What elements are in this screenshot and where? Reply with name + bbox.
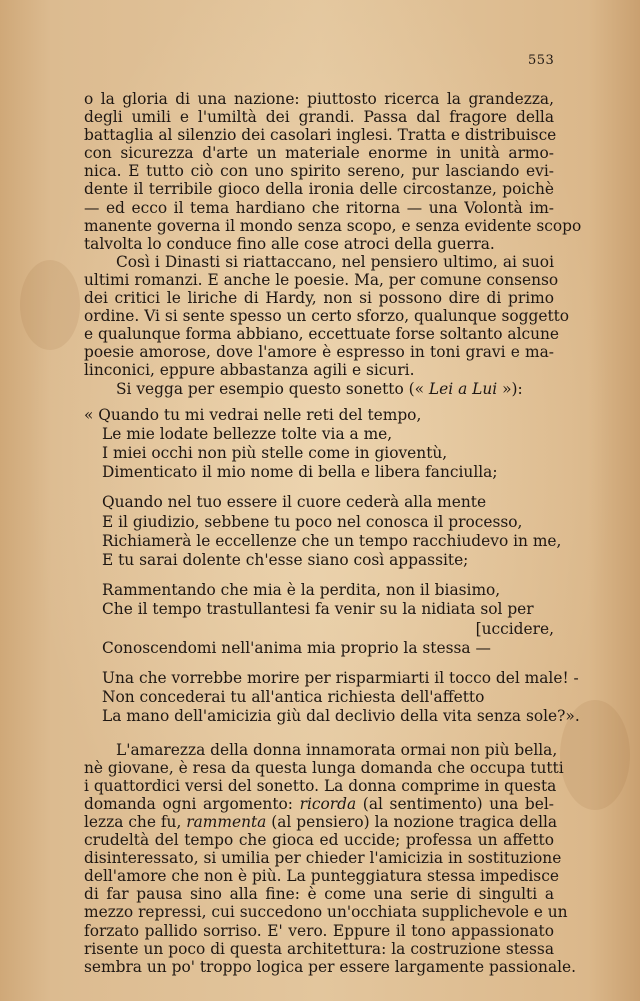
text-line: e qualunque forma abbiano, eccettuate forse soltanto alcune: [84, 325, 560, 344]
verse-line: Le mie lodate bellezze tolte via a me,: [102, 424, 393, 443]
text-line: poesie amorose, dove l'amore è espresso in toni gravi e ma-: [84, 343, 554, 362]
text-run: domanda ogni argomento:: [84, 794, 300, 813]
verse-line: E il giudizio, sebbene tu poco nel conosca il processo,: [102, 512, 523, 531]
verse-line: La mano dell'amicizia giù dal declivio della vita senza sole?».: [102, 707, 580, 726]
poem-intro-line: [84, 380, 554, 398]
paragraph-3: [84, 740, 577, 976]
stanza-2: [84, 493, 562, 570]
text-line: con sicurezza d'arte un materiale enorme in unità armo-: [84, 144, 554, 163]
verse-line: Rammentando che mia è la perdita, non il biasimo,: [102, 581, 501, 600]
sonnet: [84, 405, 580, 727]
text-run: (al sentimento) una bel-: [356, 794, 555, 813]
text-line: — ed ecco il tema hardiano che ritorna — una Volontà im-: [84, 198, 554, 217]
text-line: di far pausa sino alla fine: è come una serie di singulti a: [84, 885, 554, 904]
page-number: 553: [528, 53, 555, 68]
poem-intro-after: »):: [502, 379, 523, 398]
text-line: ultimi romanzi. E anche le poesie. Ma, per comune consenso: [84, 270, 559, 289]
text-run: (al pensiero) la nozione tragica della: [266, 813, 558, 832]
text-line: talvolta lo conduce fino alle cose atroci della guerra.: [84, 234, 495, 253]
text-line: Così i Dinasti si riattaccano, nel pensiero ultimo, ai suoi: [116, 252, 554, 271]
verse-line: Una che vorrebbe morire per risparmiarti il tocco del male! -: [102, 669, 579, 688]
verse-line: E tu sarai dolente ch'esse siano così appassite;: [102, 551, 469, 570]
poem-intro-before: Si vegga per esempio questo sonetto («: [116, 379, 425, 398]
verse-line: I miei occhi non più stelle come in gioventù,: [102, 444, 448, 462]
text-run: lezza che fu,: [84, 813, 187, 832]
text-line: manente governa il mondo senza scopo, e senza evidente scopo: [84, 216, 582, 235]
text-line: [84, 795, 554, 813]
text-line: linconici, eppure abbastanza agili e sicuri.: [84, 361, 415, 380]
poem-intro: [84, 380, 554, 398]
text-line: crudeltà del tempo che gioca ed uccide; professa un affetto: [84, 831, 554, 850]
emphasis-ricorda: ricorda: [299, 794, 357, 813]
text-line: nica. E tutto ciò con uno spirito sereno, pur lasciando evi-: [84, 162, 554, 181]
verse-line: Richiamerà le eccellenze che un tempo racchiudevo in me,: [102, 531, 562, 550]
stanza-4: [84, 669, 580, 727]
text-line: dell'amore che non è più. La punteggiatura stessa impedisce: [84, 867, 559, 886]
verse-line: Conoscendomi nell'anima mia proprio la stessa —: [102, 638, 491, 657]
verse-line-continuation: [uccidere,: [475, 619, 554, 638]
text-line: sembra un po' troppo logica per essere largamente passionale.: [84, 957, 577, 976]
text-line: mezzo repressi, cui succedono un'occhiata supplichevole e un: [84, 903, 568, 922]
paragraph-1: [84, 90, 582, 253]
text-line: o la gloria di una nazione: piuttosto ricerca la grandezza,: [84, 90, 554, 108]
verse-line: Che il tempo trastullantesi fa venir su la nidiata sol per: [102, 600, 534, 619]
text-line: degli umili e l'umiltà dei grandi. Passa dal fragore della: [84, 108, 554, 127]
text-line: L'amarezza della donna innamorata ormai non più bella,: [116, 740, 558, 759]
verse-line: « Quando tu mi vedrai nelle reti del tempo,: [84, 405, 422, 424]
text-line: dente il terribile gioco della ironia delle circostanze, poichè: [84, 180, 554, 199]
verse-line: Dimenticato il mio nome di bella e libera fanciulla;: [102, 463, 498, 482]
text-line: dei critici le liriche di Hardy, non si possono dire di primo: [84, 289, 554, 308]
text-line: ordine. Vi si sente spesso un certo sforzo, qualunque soggetto: [84, 307, 570, 326]
text-line: [84, 813, 558, 832]
text-line: disinteressato, si umilia per chieder l'amicizia in sostituzione: [84, 849, 562, 868]
paper-stain: [20, 260, 80, 350]
emphasis-rammenta: rammenta: [186, 813, 267, 832]
body-text: [84, 90, 582, 976]
poem-title: Lei a Lui: [424, 379, 503, 398]
text-line: forzato pallido sorriso. E' vero. Eppure il tono appassionato: [84, 921, 554, 940]
verse-line: Non concederai tu all'antica richiesta dell'affetto: [102, 688, 485, 707]
text-line: battaglia al silenzio dei casolari inglesi. Tratta e distribuisce: [84, 126, 557, 145]
stanza-1: [84, 406, 554, 483]
text-line: nè giovane, è resa da questa lunga domanda che occupa tutti: [84, 758, 564, 777]
text-line: risente un poco di questa architettura: la costruzione stessa: [84, 939, 554, 958]
text-line: i quattordici versi del sonetto. La donna comprime in questa: [84, 776, 557, 795]
paragraph-2: [84, 252, 570, 380]
stanza-3: [84, 581, 554, 658]
verse-line: Quando nel tuo essere il cuore cederà alla mente: [102, 493, 487, 512]
